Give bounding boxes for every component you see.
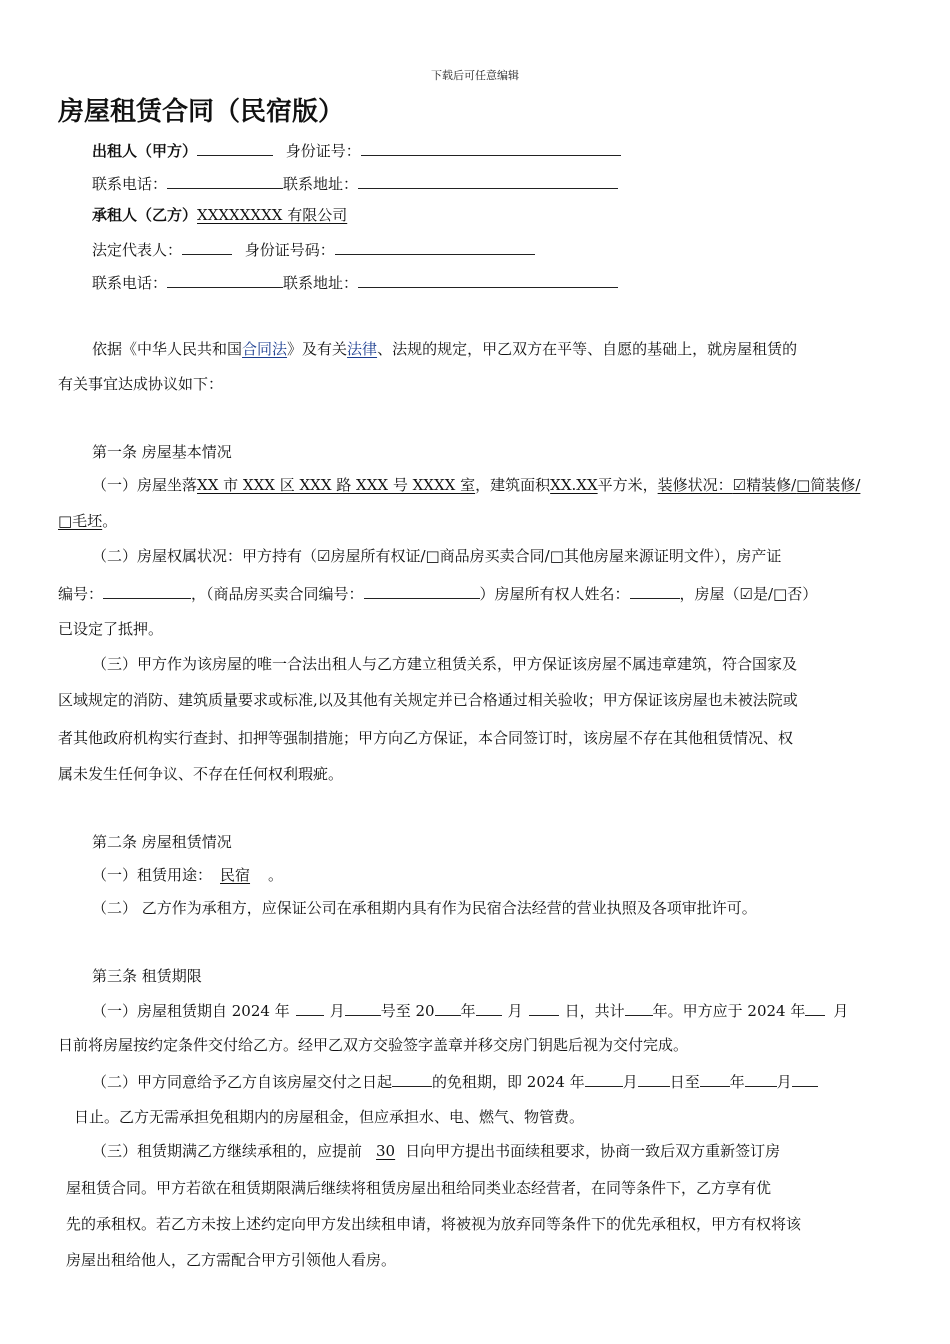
decoration-label: 装修状况： (657, 476, 733, 494)
party-a-label: 出租人（甲方） (92, 142, 198, 160)
decoration-option-bare[interactable]: □毛坯 (58, 512, 103, 530)
decoration-option-fine[interactable]: ☑精装修/ (732, 476, 797, 494)
party-b-id-label: 身份证号码： (244, 241, 335, 259)
clause-text: 年。甲方应于 2024 年 (652, 1002, 806, 1020)
party-b-rep-line (92, 238, 535, 260)
clause-text: （三）租赁期满乙方继续承租的，应提前 (92, 1142, 363, 1160)
party-a-name-blank[interactable] (197, 139, 273, 156)
party-a-addr-blank[interactable] (358, 172, 618, 189)
article-1-clause-3-line-1: （三）甲方作为该房屋的唯一合法出租人与乙方建立租赁关系，甲方保证该房屋不属违章建筑，符合国家及 (92, 655, 798, 673)
start-month-blank[interactable] (296, 999, 324, 1016)
rent-free-end-month-blank[interactable] (745, 1070, 777, 1087)
clause-text: 年 (729, 1073, 745, 1091)
clause-text: 月 (622, 1073, 638, 1091)
party-a-line (92, 139, 621, 161)
party-b-addr-blank[interactable] (358, 271, 618, 288)
article-1-heading: 第一条 房屋基本情况 (92, 443, 232, 461)
intro-text: 》及有关 (287, 340, 348, 358)
end-year-blank[interactable] (435, 999, 461, 1016)
article-1-clause-2-cont (58, 582, 817, 604)
article-2-clause-2: （二） 乙方作为承租方，应保证公司在承租期内具有作为民宿合法经营的营业执照及各项审批许可。 (92, 899, 757, 917)
start-day-blank[interactable] (345, 999, 381, 1016)
rent-free-start-day-blank[interactable] (638, 1070, 670, 1087)
end-month-blank[interactable] (476, 999, 502, 1016)
article-1-clause-3-line-2: 区域规定的消防、建筑质量要求或标准,以及其他有关规定并已合格通过相关验收；甲方保证该房屋也未被法院或 (58, 691, 798, 709)
clause-text: 日向甲方提出书面续租要求，协商一致后双方重新签订房 (405, 1142, 781, 1160)
article-3-clause-3-line-4: 房屋出租给他人，乙方需配合甲方引领他人看房。 (66, 1251, 397, 1269)
decoration-option-simple[interactable]: □简装修/ (796, 476, 861, 494)
party-b-label: 承租人（乙方） (92, 206, 198, 224)
party-b-contact-line (92, 271, 618, 293)
clause-text: 年 (460, 1002, 476, 1020)
clause-text: （二）甲方同意给予乙方自该房屋交付之日起 (92, 1073, 393, 1091)
lease-use-value: 民宿 (220, 866, 251, 884)
party-a-addr-label: 联系地址： (283, 175, 359, 193)
intro-text: 依据《中华人民共和国 (92, 340, 243, 358)
party-b-id-blank[interactable] (335, 238, 535, 255)
clause-text: ）房屋所有权人姓名： (479, 585, 630, 603)
rent-free-end-year-blank[interactable] (700, 1070, 730, 1087)
article-1-clause-2: （二）房屋权属状况：甲方持有（☑房屋所有权证/□商品房买卖合同/□其他房屋来源证明文件），房产证 (92, 547, 782, 565)
party-b-line (92, 205, 347, 225)
clause-text: （一）租赁用途： (92, 866, 213, 884)
property-area: XX.XX (550, 476, 598, 494)
clause-text: 的免租期，即 2024 年 (432, 1073, 585, 1091)
intro-line-1 (92, 339, 797, 359)
article-2-heading: 第二条 房屋租赁情况 (92, 833, 232, 851)
clause-text: 日至 (669, 1073, 700, 1091)
property-address: XX 市 XXX 区 XXX 路 XXX 号 XXXX 室 (197, 476, 476, 494)
clause-text: 。 (102, 512, 118, 530)
clause-text: 日，共计 (564, 1002, 625, 1020)
party-b-addr-label: 联系地址： (283, 274, 359, 292)
party-a-phone-blank[interactable] (167, 172, 283, 189)
article-3-clause-1-line-2: 日前将房屋按约定条件交付给乙方。经甲乙双方交验签字盖章并移交房门钥匙后视为交付完成。 (58, 1036, 689, 1054)
clause-text: （一）房屋坐落 (92, 476, 198, 494)
intro-text: 、法规的规定，甲乙双方在平等、自愿的基础上，就房屋租赁的 (377, 340, 798, 358)
article-1-clause-3-line-4: 属未发生任何争议、不存在任何权利瑕疵。 (58, 765, 344, 783)
total-years-blank[interactable] (625, 999, 653, 1016)
rent-free-end-day-blank[interactable] (792, 1070, 818, 1087)
article-1-clause-3-line-3: 者其他政府机构实行查封、扣押等强制措施；甲方向乙方保证，本合同签订时，该房屋不存在其他租赁情况、权 (58, 729, 794, 747)
article-3-clause-1-line-1 (92, 999, 848, 1021)
clause-text: ，（商品房买卖合同编号： (191, 585, 364, 603)
party-b-rep-blank[interactable] (182, 238, 232, 255)
article-3-clause-3-line-1 (92, 1141, 780, 1161)
clause-text: 编号： (58, 585, 104, 603)
clause-text: 。 (268, 866, 284, 884)
article-3-clause-2-line-2: 日止。乙方无需承担免租期内的房屋租金，但应承担水、电、燃气、物管费。 (74, 1108, 585, 1126)
intro-line-2: 有关事宜达成协议如下： (58, 375, 224, 393)
party-b-phone-blank[interactable] (167, 271, 283, 288)
owner-name-blank[interactable] (630, 582, 680, 599)
renewal-notice-days: 30 (376, 1142, 396, 1160)
clause-text: 号至 20 (380, 1002, 435, 1020)
mortgage-options[interactable]: ，房屋（☑是/□否） (679, 585, 818, 603)
article-3-clause-3-line-3: 先的承租权。若乙方未按上述约定向甲方发出续租申请，将被视为放弃同等条件下的优先承租权，甲方有权将该 (66, 1215, 802, 1233)
contract-title: 房屋租赁合同（民宿版） (58, 97, 345, 127)
property-cert-number-blank[interactable] (103, 582, 191, 599)
article-3-clause-2-line-1 (92, 1070, 818, 1092)
clause-text: ，建筑面积 (475, 476, 551, 494)
sale-contract-number-blank[interactable] (364, 582, 480, 599)
party-b-phone-label: 联系电话： (92, 274, 168, 292)
rent-free-start-month-blank[interactable] (585, 1070, 623, 1087)
clause-text: （一）房屋租赁期自 2024 年 (92, 1002, 290, 1020)
article-2-clause-1 (92, 865, 283, 885)
party-b-company: XXXXXXXX 有限公司 (197, 206, 348, 224)
article-3-heading: 第三条 租赁期限 (92, 967, 202, 985)
clause-text: 月 (329, 1002, 345, 1020)
law-link[interactable]: 法律 (347, 340, 378, 358)
article-1-clause-2-end: 已设定了抵押。 (58, 620, 164, 638)
party-a-phone-label: 联系电话： (92, 175, 168, 193)
article-1-clause-1 (92, 475, 860, 495)
clause-text: 月 (833, 1002, 849, 1020)
end-day-blank[interactable] (529, 999, 559, 1016)
contract-law-link[interactable]: 合同法 (242, 340, 288, 358)
party-a-id-blank[interactable] (361, 139, 621, 156)
clause-text: 平方米， (597, 476, 658, 494)
clause-text: 月 (507, 1002, 523, 1020)
header-note: 下载后可任意编辑 (431, 69, 519, 82)
article-3-clause-3-line-2: 屋租赁合同。甲方若欲在租赁期限满后继续将租赁房屋出租给同类业态经营者，在同等条件下，乙方享有优 (66, 1179, 772, 1197)
party-a-contact-line (92, 172, 618, 194)
handover-month-blank[interactable] (805, 999, 825, 1016)
party-a-id-label: 身份证号： (285, 142, 361, 160)
article-1-clause-1-cont (58, 511, 117, 531)
rent-free-period-blank[interactable] (392, 1070, 432, 1087)
clause-text: 月 (776, 1073, 792, 1091)
party-b-rep-label: 法定代表人： (92, 241, 183, 259)
